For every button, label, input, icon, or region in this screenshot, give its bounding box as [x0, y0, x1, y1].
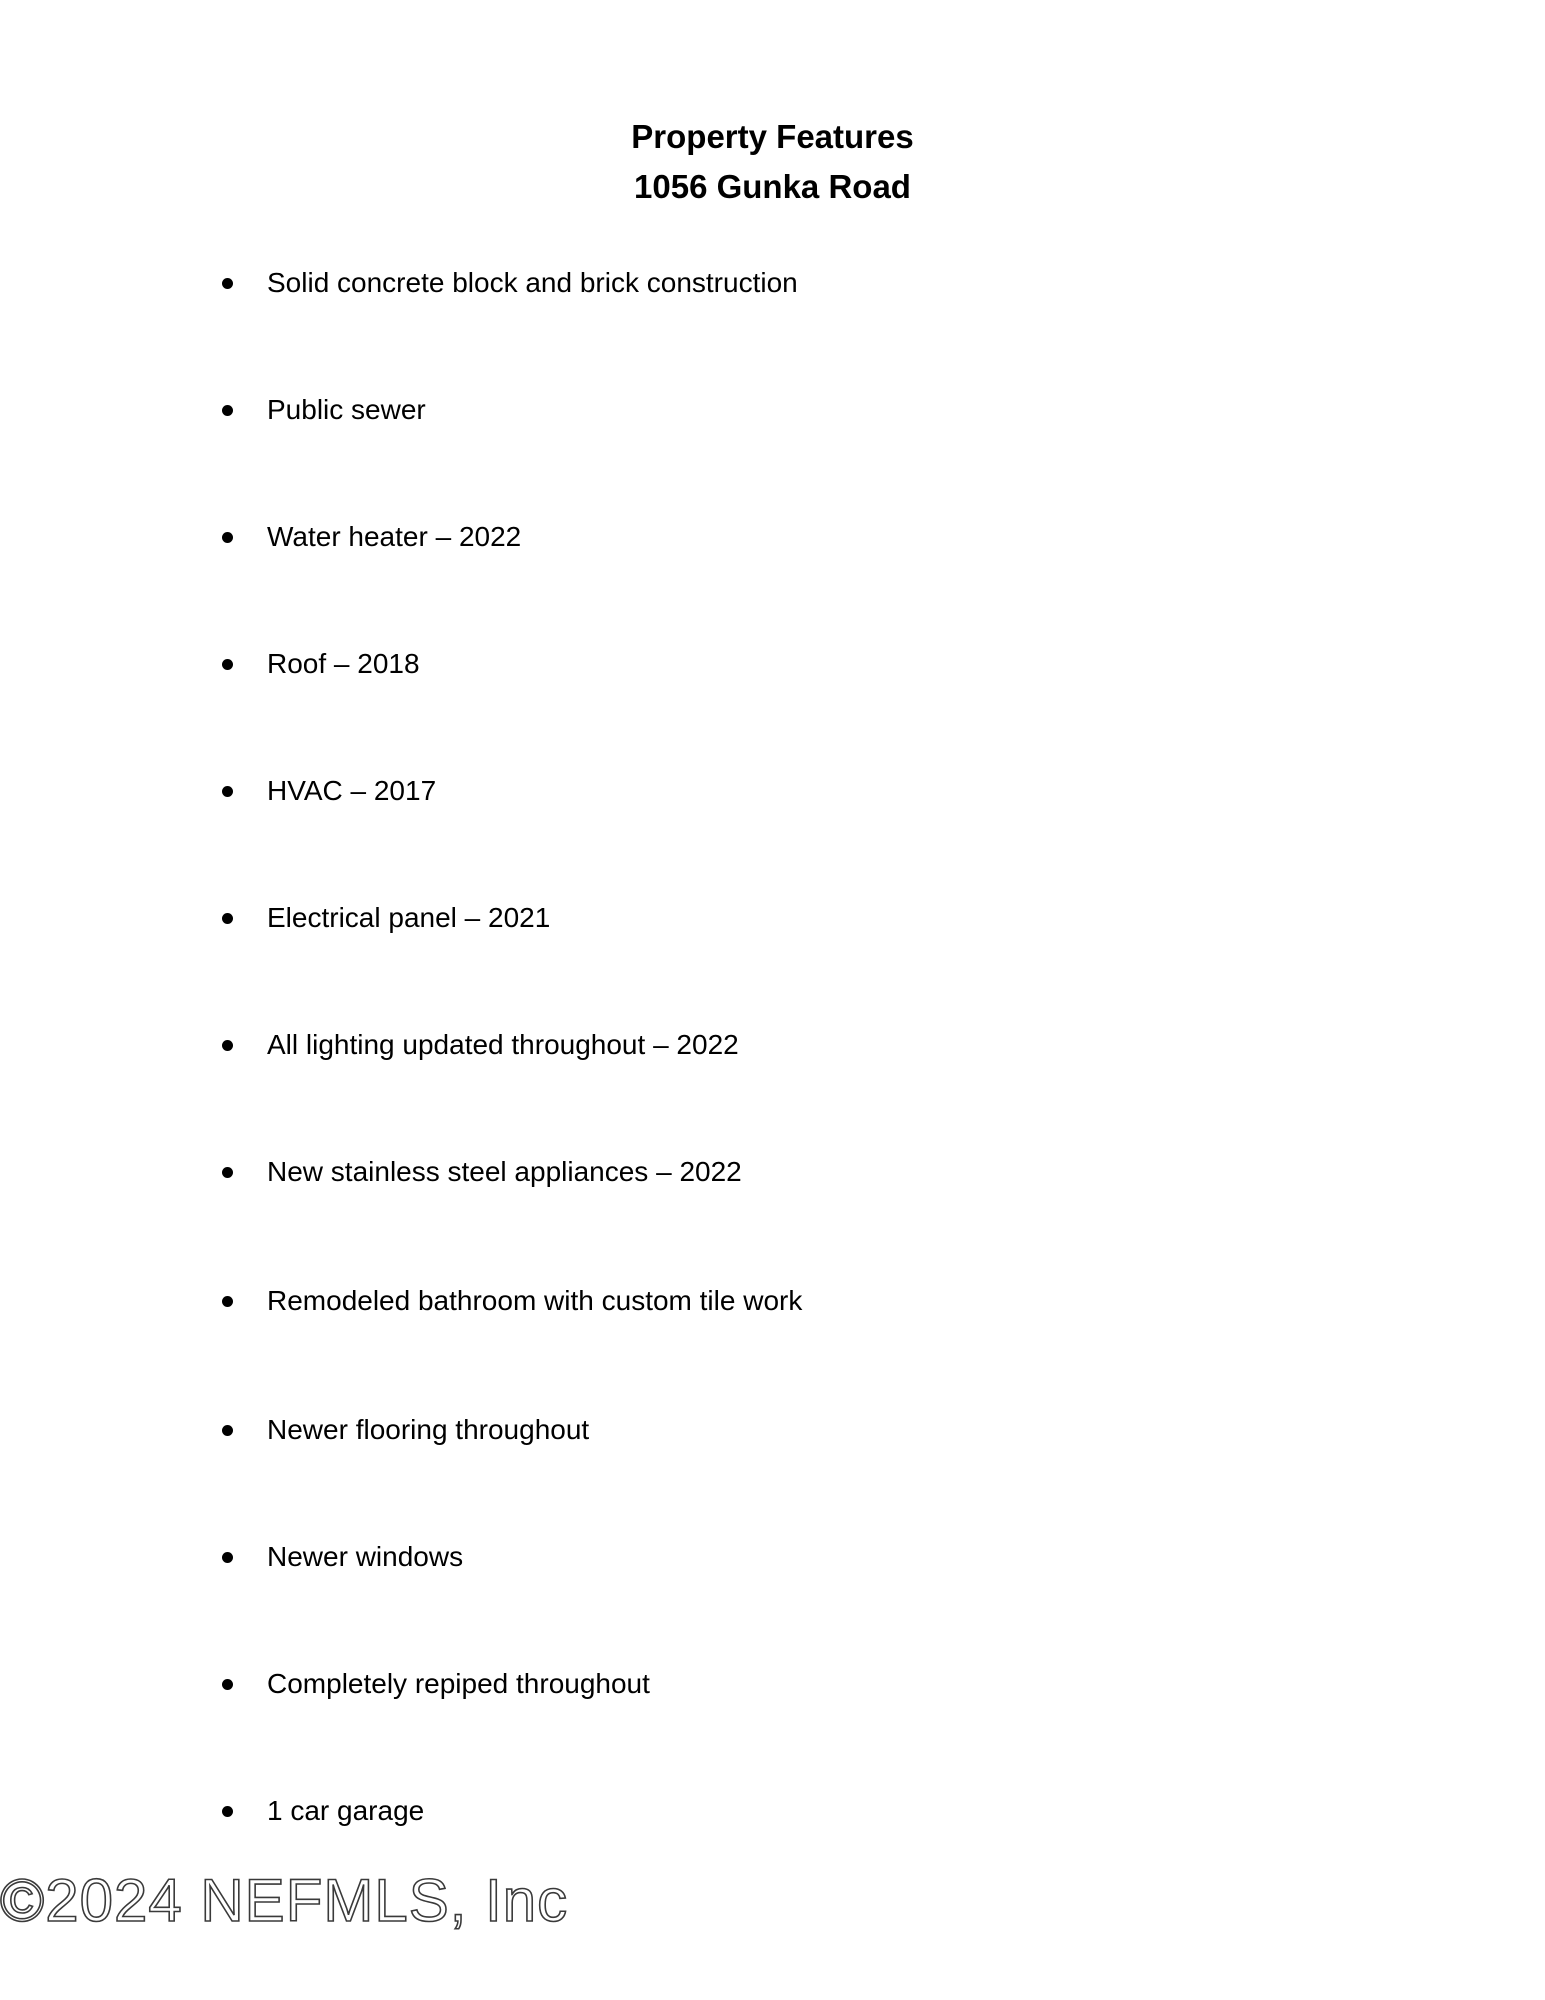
- list-item: [222, 644, 1322, 684]
- feature-text: Newer windows: [267, 1541, 464, 1572]
- bullet-icon: [222, 1040, 233, 1051]
- feature-text: Remodeled bathroom with custom tile work: [267, 1285, 803, 1316]
- document-title: Property Features: [631, 118, 914, 155]
- bullet-icon: [222, 786, 233, 797]
- bullet-icon: [222, 1425, 233, 1436]
- bullet-icon: [222, 659, 233, 670]
- feature-text: Electrical panel – 2021: [267, 902, 551, 933]
- list-item: [222, 1664, 1322, 1704]
- feature-text: Roof – 2018: [267, 648, 420, 679]
- feature-text: Water heater – 2022: [267, 521, 522, 552]
- feature-text: Solid concrete block and brick construction: [267, 267, 798, 298]
- list-item: [222, 1152, 1322, 1192]
- list-item: [222, 1410, 1322, 1450]
- bullet-icon: [222, 1296, 233, 1307]
- list-item: [222, 898, 1322, 938]
- list-item: [222, 1537, 1322, 1577]
- list-item: [222, 771, 1322, 811]
- list-item: [222, 1281, 1322, 1321]
- list-item: [222, 263, 1322, 303]
- feature-text: All lighting updated throughout – 2022: [267, 1029, 739, 1060]
- bullet-icon: [222, 405, 233, 416]
- bullet-icon: [222, 278, 233, 289]
- feature-text: 1 car garage: [267, 1795, 425, 1826]
- feature-text: Public sewer: [267, 394, 426, 425]
- bullet-icon: [222, 1167, 233, 1178]
- list-item: [222, 390, 1322, 430]
- property-address: 1056 Gunka Road: [634, 168, 911, 205]
- feature-text: HVAC – 2017: [267, 775, 437, 806]
- bullet-icon: [222, 913, 233, 924]
- copyright-watermark: ©2024 NEFMLS, Inc: [0, 1867, 569, 1934]
- feature-text: Newer flooring throughout: [267, 1414, 590, 1445]
- feature-text: Completely repiped throughout: [267, 1668, 650, 1699]
- feature-text: New stainless steel appliances – 2022: [267, 1156, 742, 1187]
- bullet-icon: [222, 1552, 233, 1563]
- list-item: [222, 1791, 1322, 1831]
- title-block: [0, 112, 1545, 212]
- bullet-icon: [222, 1806, 233, 1817]
- bullet-icon: [222, 532, 233, 543]
- list-item: [222, 517, 1322, 557]
- bullet-icon: [222, 1679, 233, 1690]
- list-item: [222, 1025, 1322, 1065]
